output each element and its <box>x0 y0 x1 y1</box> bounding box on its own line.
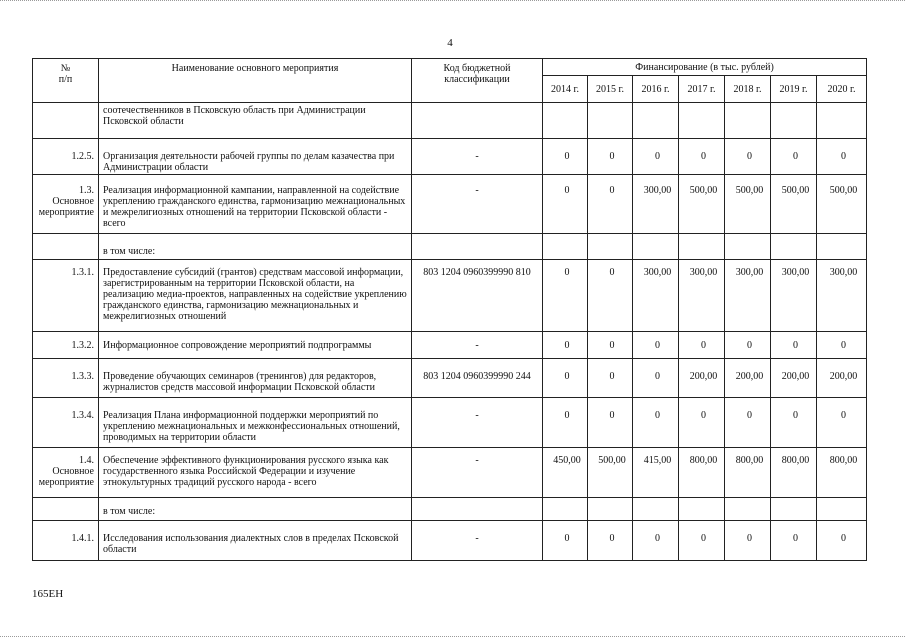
row-value: 0 <box>543 175 588 234</box>
row-value: 0 <box>633 398 679 448</box>
table-row <box>33 234 867 260</box>
row-number <box>33 498 99 521</box>
row-budget-code <box>412 498 543 521</box>
row-value: 300,00 <box>817 260 867 332</box>
row-value <box>543 103 588 139</box>
row-value <box>817 103 867 139</box>
row-name: в том числе: <box>99 234 412 260</box>
row-value <box>588 103 633 139</box>
row-value: 0 <box>543 332 588 359</box>
row-name: Исследования использования диалектных слов в пределах Псковской области <box>99 521 412 561</box>
table-row <box>33 498 867 521</box>
row-value <box>679 498 725 521</box>
row-value: 0 <box>543 359 588 398</box>
row-number: 1.3. Основное мероприятие <box>33 175 99 234</box>
row-budget-code: - <box>412 332 543 359</box>
row-value: 300,00 <box>771 260 817 332</box>
table-row <box>33 260 867 332</box>
row-value: 500,00 <box>771 175 817 234</box>
row-value: 0 <box>543 398 588 448</box>
row-value <box>771 234 817 260</box>
row-value: 0 <box>633 139 679 175</box>
row-value: 800,00 <box>725 448 771 498</box>
table-row <box>33 175 867 234</box>
row-value: 300,00 <box>633 260 679 332</box>
row-value: 0 <box>817 521 867 561</box>
row-name: соотечественников в Псковскую область при Администрации Псковской области <box>99 103 412 139</box>
row-number: 1.3.2. <box>33 332 99 359</box>
row-value <box>725 103 771 139</box>
row-value: 0 <box>771 521 817 561</box>
row-value: 0 <box>633 521 679 561</box>
header-year: 2019 г. <box>771 76 817 103</box>
row-value: 300,00 <box>633 175 679 234</box>
row-value <box>633 103 679 139</box>
row-value: 200,00 <box>817 359 867 398</box>
header-name: Наименование основного мероприятия <box>99 59 412 103</box>
row-name: в том числе: <box>99 498 412 521</box>
row-value: 500,00 <box>725 175 771 234</box>
row-value: 0 <box>588 332 633 359</box>
row-value <box>771 103 817 139</box>
row-value: 0 <box>817 332 867 359</box>
row-budget-code: 803 1204 0960399990 810 <box>412 260 543 332</box>
row-value: 0 <box>679 332 725 359</box>
row-value: 0 <box>771 332 817 359</box>
row-value: 0 <box>771 139 817 175</box>
scan-edge-top <box>0 0 905 5</box>
row-value: 800,00 <box>771 448 817 498</box>
row-value <box>543 234 588 260</box>
row-number: 1.3.1. <box>33 260 99 332</box>
row-value: 500,00 <box>588 448 633 498</box>
row-value: 0 <box>725 332 771 359</box>
row-value: 0 <box>588 359 633 398</box>
row-value <box>725 498 771 521</box>
row-budget-code: - <box>412 521 543 561</box>
row-value: 200,00 <box>771 359 817 398</box>
row-value <box>817 498 867 521</box>
row-value: 0 <box>588 521 633 561</box>
row-value <box>633 498 679 521</box>
header-row-1 <box>33 59 867 76</box>
row-number: 1.3.4. <box>33 398 99 448</box>
row-value: 0 <box>725 398 771 448</box>
table-row <box>33 332 867 359</box>
table-row <box>33 398 867 448</box>
row-value: 200,00 <box>679 359 725 398</box>
row-name: Проведение обучающих семинаров (тренингов) для редакторов, журналистов средств массовой информации Псковской области <box>99 359 412 398</box>
header-year: 2020 г. <box>817 76 867 103</box>
header-year: 2014 г. <box>543 76 588 103</box>
table-row <box>33 139 867 175</box>
row-value: 200,00 <box>725 359 771 398</box>
row-name: Предоставление субсидий (грантов) средствам массовой информации, зарегистрированным на территории Псковской области, на реализацию медиа-проектов, направленных на содействие укреплению гражданского единства, гармонизацию межнациональных и межрелигиозных отношений <box>99 260 412 332</box>
table-row <box>33 359 867 398</box>
row-value <box>588 498 633 521</box>
row-budget-code: - <box>412 139 543 175</box>
row-budget-code: - <box>412 175 543 234</box>
row-value <box>679 103 725 139</box>
header-financing: Финансирование (в тыс. рублей) <box>543 59 867 76</box>
table-row <box>33 521 867 561</box>
table-row <box>33 103 867 139</box>
row-name: Информационное сопровождение мероприятий подпрограммы <box>99 332 412 359</box>
row-budget-code <box>412 234 543 260</box>
row-value: 0 <box>679 398 725 448</box>
row-value: 300,00 <box>679 260 725 332</box>
row-value: 0 <box>543 139 588 175</box>
row-number: 1.4.1. <box>33 521 99 561</box>
row-budget-code <box>412 103 543 139</box>
row-value: 800,00 <box>679 448 725 498</box>
row-number <box>33 103 99 139</box>
budget-table <box>32 58 867 561</box>
row-value: 0 <box>588 398 633 448</box>
row-value <box>679 234 725 260</box>
row-value: 300,00 <box>725 260 771 332</box>
row-value: 0 <box>543 521 588 561</box>
row-value: 0 <box>817 398 867 448</box>
row-value <box>633 234 679 260</box>
header-year: 2016 г. <box>633 76 679 103</box>
row-value <box>725 234 771 260</box>
row-value: 0 <box>633 332 679 359</box>
table-body <box>33 103 867 561</box>
row-value: 800,00 <box>817 448 867 498</box>
row-number: 1.3.3. <box>33 359 99 398</box>
row-value: 0 <box>817 139 867 175</box>
header-year: 2015 г. <box>588 76 633 103</box>
row-value: 0 <box>725 521 771 561</box>
row-budget-code: - <box>412 448 543 498</box>
row-value <box>771 498 817 521</box>
row-name: Реализация информационной кампании, направленной на содействие укреплению гражданского единства, гармонизацию межнациональных и межрелигиозных отношений на территории Псковской области - всего <box>99 175 412 234</box>
header-year: 2017 г. <box>679 76 725 103</box>
row-value: 0 <box>588 139 633 175</box>
row-name: Обеспечение эффективного функционирования русского языка как государственного языка Российской Федерации и изучение этнокультурных традиций русского народа - всего <box>99 448 412 498</box>
footer-code: 165ЕН <box>32 588 64 600</box>
row-value: 0 <box>679 521 725 561</box>
row-number: 1.2.5. <box>33 139 99 175</box>
header-number: № п/п <box>33 59 99 103</box>
row-number <box>33 234 99 260</box>
row-value <box>543 498 588 521</box>
header-code: Код бюджетной классификации <box>412 59 543 103</box>
row-value: 0 <box>725 139 771 175</box>
row-value: 0 <box>771 398 817 448</box>
table-row <box>33 448 867 498</box>
row-name: Организация деятельности рабочей группы по делам казачества при Администрации области <box>99 139 412 175</box>
row-budget-code: 803 1204 0960399990 244 <box>412 359 543 398</box>
scan-edge-bottom <box>0 632 905 637</box>
row-name: Реализация Плана информационной поддержки мероприятий по укреплению межнациональных и межконфессиональных отношений, проводимых на территории области <box>99 398 412 448</box>
row-value: 0 <box>588 260 633 332</box>
row-value: 0 <box>633 359 679 398</box>
header-year: 2018 г. <box>725 76 771 103</box>
row-value: 500,00 <box>679 175 725 234</box>
row-value: 0 <box>543 260 588 332</box>
row-value <box>817 234 867 260</box>
row-value: 0 <box>588 175 633 234</box>
row-number: 1.4. Основное мероприятие <box>33 448 99 498</box>
row-value: 415,00 <box>633 448 679 498</box>
row-budget-code: - <box>412 398 543 448</box>
row-value: 0 <box>679 139 725 175</box>
row-value: 450,00 <box>543 448 588 498</box>
row-value: 500,00 <box>817 175 867 234</box>
page-number: 4 <box>447 37 453 49</box>
row-value <box>588 234 633 260</box>
